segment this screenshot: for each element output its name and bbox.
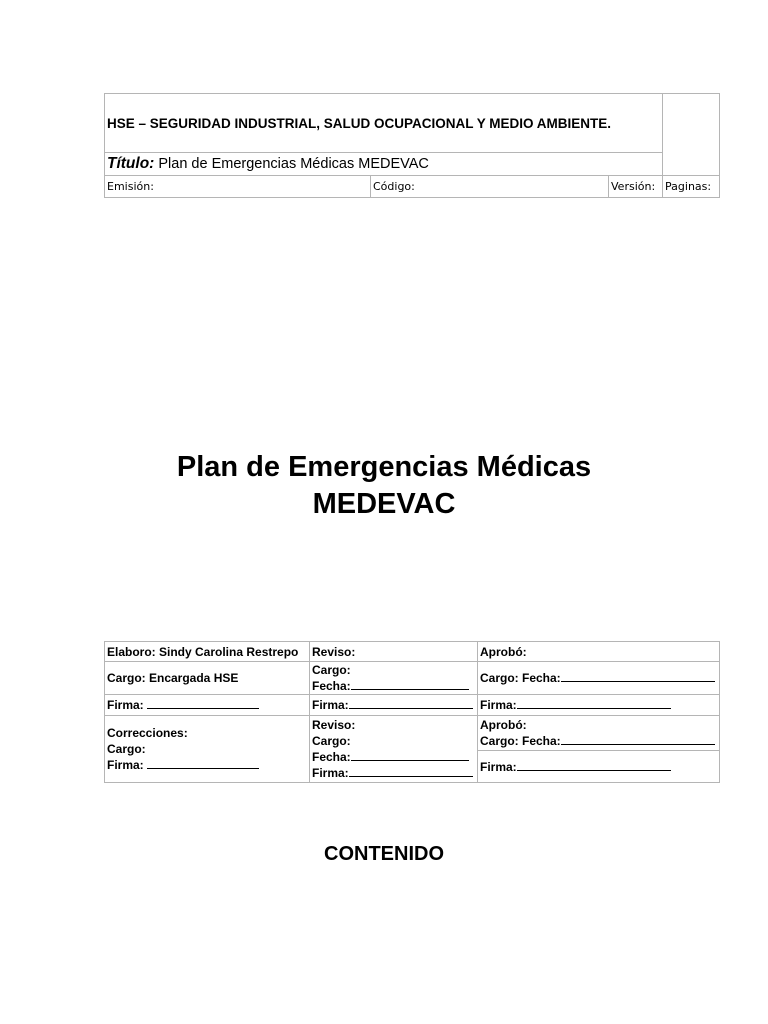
emision-label: Emisión: [105, 176, 371, 198]
version-label: Versión: [609, 176, 663, 198]
firma-blank-line [349, 765, 473, 777]
company-heading: HSE – SEGURIDAD INDUSTRIAL, SALUD OCUPACIONAL Y MEDIO AMBIENTE. [105, 94, 663, 153]
paginas-label: Paginas: [663, 176, 720, 198]
approval-signature-table [104, 641, 720, 783]
firma-blank-line [517, 697, 671, 709]
reviso-2-firma-label: Firma: [312, 766, 349, 780]
document-header-table [104, 93, 720, 198]
codigo-label: Código: [371, 176, 609, 198]
firma-label: Firma: [312, 698, 349, 712]
reviso-2-cargo-label: Cargo: [312, 734, 351, 748]
firma-label: Firma: [107, 698, 148, 712]
firma-cell-2 [310, 695, 478, 716]
aprobo-2-cargo-fecha-label: Cargo: Fecha: [480, 734, 561, 748]
aprobo-cargo-fecha-cell [478, 662, 720, 695]
fecha-blank-line [351, 678, 469, 690]
titulo-value: Plan de Emergencias Médicas MEDEVAC [158, 156, 429, 172]
firma-cell-3 [478, 695, 720, 716]
document-title-line2: MEDEVAC [312, 488, 456, 520]
logo-cell [663, 94, 720, 176]
aprobo-cargo-fecha-label: Cargo: Fecha: [480, 671, 561, 685]
aprobo-2-cell [478, 716, 720, 751]
contenido-heading: CONTENIDO [324, 843, 444, 865]
correcciones-firma-label: Firma: [107, 758, 148, 772]
correcciones-label: Correcciones: [107, 726, 188, 740]
fecha-blank-line [561, 670, 715, 682]
reviso-cell: Reviso: [310, 642, 478, 662]
reviso-fecha-label: Fecha: [312, 679, 351, 693]
elaboro-cell: Elaboro: Sindy Carolina Restrepo [105, 642, 310, 662]
reviso-fecha-line [312, 678, 475, 694]
reviso-2-label: Reviso: [312, 718, 356, 732]
document-title-line1: Plan de Emergencias Médicas [176, 451, 592, 483]
document-title [120, 449, 648, 523]
firma-blank-line [147, 697, 259, 709]
reviso-2-fecha-label: Fecha: [312, 750, 351, 764]
firma-cell-1 [105, 695, 310, 716]
aprobo-2-firma-cell [478, 751, 720, 783]
aprobo-2-label: Aprobó: [480, 718, 527, 732]
reviso-2-cell [310, 716, 478, 783]
firma-label: Firma: [480, 698, 517, 712]
reviso-cargo-fecha-cell [310, 662, 478, 695]
titulo-cell [105, 153, 663, 176]
aprobo-cell: Aprobó: [478, 642, 720, 662]
fecha-blank-line [351, 749, 469, 761]
reviso-cargo-label: Cargo: [312, 663, 351, 677]
cargo-hse-cell: Cargo: Encargada HSE [105, 662, 310, 695]
firma-blank-line [349, 697, 473, 709]
correcciones-cell [105, 716, 310, 783]
firma-blank-line [517, 759, 671, 771]
fecha-blank-line [561, 733, 715, 745]
firma-blank-line [147, 757, 259, 769]
aprobo-2-firma-label: Firma: [480, 759, 517, 774]
titulo-label: Título: [107, 155, 155, 172]
correcciones-cargo-label: Cargo: [107, 742, 146, 756]
